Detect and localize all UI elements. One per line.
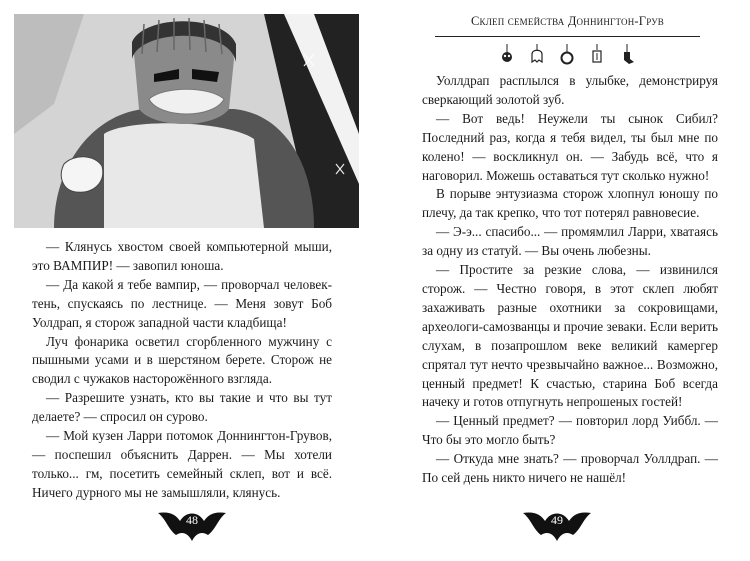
right-page-text xyxy=(422,72,718,488)
wreath-icon xyxy=(562,53,573,64)
watchman-illustration xyxy=(14,14,359,228)
paragraph: — Ценный предмет? — повторил лорд Уиббл. — Что бы это могло быть? xyxy=(422,413,718,448)
paragraph: В порыве энтузиазма сторож хлопнул юношу по плечу, да так крепко, что тот потерял равновесие. xyxy=(422,186,718,221)
paragraph: — Разрешите узнать, кто вы такие и что вы тут делаете? — спросил он сурово. xyxy=(32,390,332,425)
paragraph: — Да какой я тебе вампир, — проворчал человек-тень, спускаясь по лестнице. — Меня зовут Боб Уолдрап, я сторож западной части кладбища! xyxy=(32,276,332,330)
left-page-text xyxy=(32,238,332,503)
hanging-ornaments xyxy=(415,44,720,70)
paragraph: Уоллдрап расплылся в улыбке, демонстрируя сверкающий золотой зуб. xyxy=(422,73,718,107)
ghost-icon xyxy=(532,50,542,62)
lantern-icon xyxy=(593,51,601,62)
right-page xyxy=(375,0,750,561)
paragraph: — Вот ведь! Неужели ты сынок Сибил? Последний раз, когда я тебя видел, ты был мне по колено! — воскликнул он. — Забудь всё, что я наговорил. Можешь оставаться тут сколько нужно! xyxy=(422,110,718,183)
page-number: 49 xyxy=(551,513,563,527)
skull-icon xyxy=(502,52,512,62)
page-number-badge xyxy=(152,505,232,545)
running-head-rule xyxy=(435,36,700,37)
page-number: 48 xyxy=(186,513,198,527)
running-head-title: Склеп семейства Доннингтон-Грув xyxy=(471,14,664,28)
paragraph: Луч фонарика осветил сгорбленного мужчину с пышными усами и в шерстяном берете. Сторож не сводил с чужаков насторожённого взгляда. xyxy=(32,333,332,387)
paragraph: — Клянусь хвостом своей компьютерной мыши, это ВАМПИР! — завопил юноша. xyxy=(32,239,332,273)
running-head xyxy=(415,14,720,29)
paragraph: — Откуда мне знать? — проворчал Уоллдрап. — По сей день никто ничего не нашёл! xyxy=(422,451,718,486)
paragraph: — Простите за резкие слова, — извинился сторож. — Честно говоря, в этот склеп любят захаживать разные охотники за сокровищами, археологи-самозванцы и прочие зеваки. Если верить слухам, в позапрошлом веке великий камергер спрятал тут нечто чрезвычайно важное... Возможно, ценный предмет! К счастью, старина Боб всегда начеку и готов отпугнуть непрошеных гостей! xyxy=(422,262,718,410)
page-number-badge xyxy=(517,505,597,545)
paragraph: — Мой кузен Ларри потомок Доннингтон-Грувов, — поспешил объяснить Даррен. — Мы хотели только... гм, посетить семейный склеп, вот и всё. Ничего дурного мы не замышляли, клянусь. xyxy=(32,428,332,500)
paragraph: — Э-э... спасибо... — промямлил Ларри, хватаясь за одну из статуй. — Вы очень любезны. xyxy=(422,224,718,259)
sock-icon xyxy=(624,52,634,64)
